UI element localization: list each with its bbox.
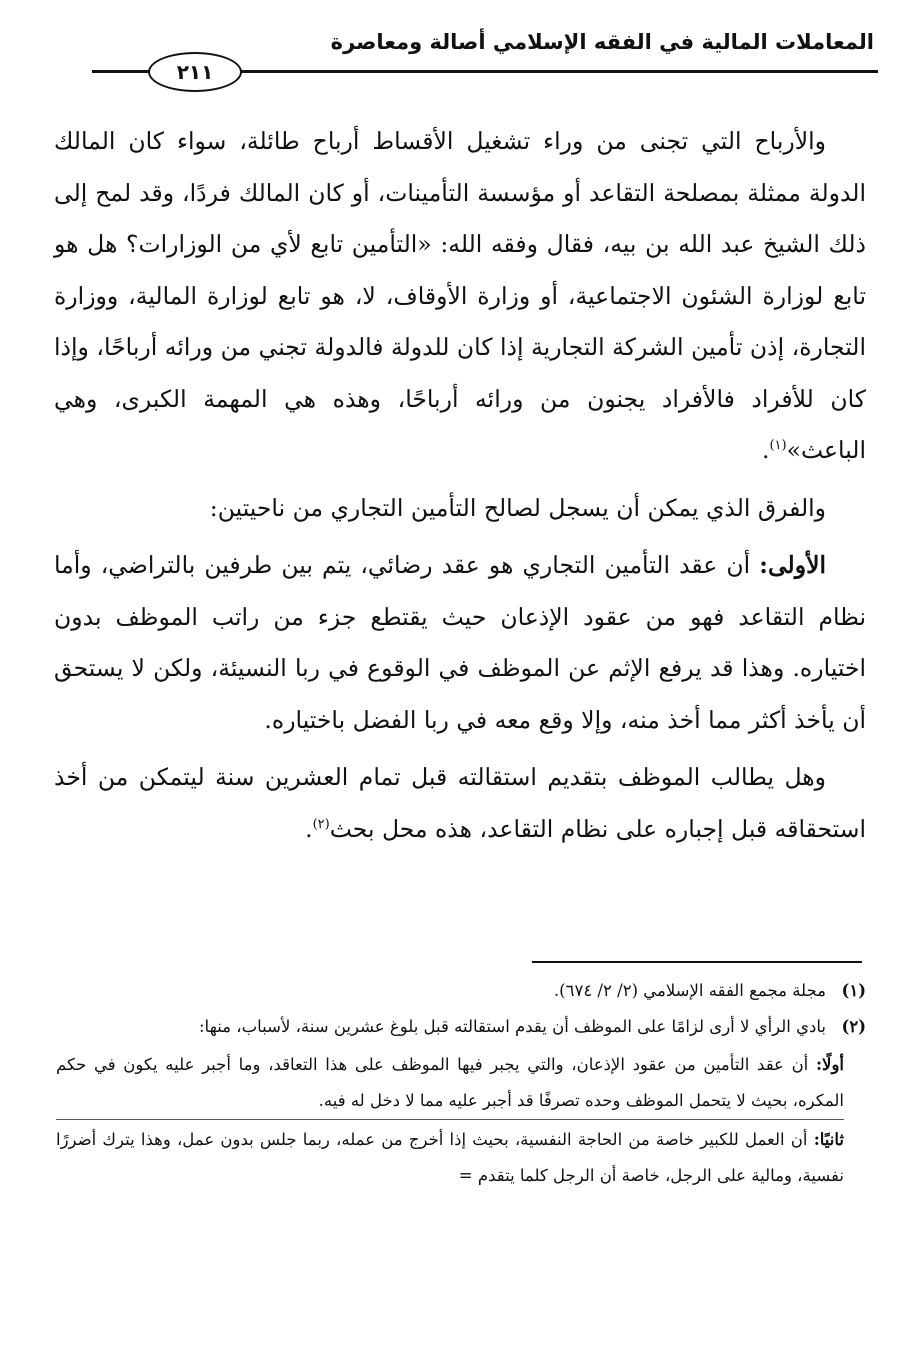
- paragraph-3-text: أن عقد التأمين التجاري هو عقد رضائي، يتم بين طرفين بالتراضي، وأما نظام التقاعد فهو من عقود الإذعان حيث يقتطع جزء من راتب الموظف بدون اختياره. وهذا قد يرفع الإثم عن الموظف في الوقوع في ربا النسيئة، ولكن لا يستحق أن يأخذ أكثر مما أخذ منه، وإلا وقع معه في ربا الفضل باختياره.: [54, 551, 866, 734]
- paragraph-4-text: وهل يطالب الموظف بتقديم استقالته قبل تمام العشرين سنة ليتمكن من أخذ استحقاقه قبل إجباره على نظام التقاعد، هذه محل بحث: [54, 763, 866, 843]
- paragraph-3-lead: الأولى:: [759, 551, 826, 579]
- paragraph-3: [54, 540, 866, 746]
- paragraph-1-end: .: [761, 436, 770, 464]
- footnote-2: [56, 1009, 866, 1045]
- footnote-1-text: مجلة مجمع الفقه الإسلامي (٢/ ٢/ ٦٧٤).: [553, 981, 826, 1000]
- footnote-separator: [532, 961, 862, 963]
- reason-first: [56, 1045, 844, 1119]
- reason-second-lead: ثانيًا:: [813, 1130, 844, 1149]
- footnote-1: [56, 973, 866, 1009]
- page-number: ٢١١: [148, 52, 242, 92]
- footnote-2-number: (٢): [841, 1017, 866, 1036]
- footnote-ref-1[interactable]: (١): [769, 438, 787, 454]
- footnote-1-number: (١): [841, 981, 866, 1000]
- paragraph-1: [54, 116, 866, 477]
- paragraph-4-end: .: [305, 814, 313, 843]
- main-text: [54, 116, 866, 855]
- footnote-2-text: بادي الرأي لا أرى لزامًا على الموظف أن يقدم استقالته قبل بلوغ عشرين سنة، لأسباب، منها:: [199, 1017, 826, 1036]
- paragraph-4: [54, 752, 866, 855]
- running-title: المعاملات المالية في الفقه الإسلامي أصالة ومعاصرة: [330, 30, 874, 54]
- paragraph-1-text: والأرباح التي تجنى من وراء تشغيل الأقساط أرباح طائلة، سواء كان المالك الدولة ممثلة بمصلحة التقاعد أو مؤسسة التأمينات، أو كان المالك فردًا، وقد لمح إلى ذلك الشيخ عبد الله بن بيه، فقال وفقه الله: «التأمين تابع لأي من الوزارات؟ هل هو تابع لوزارة الشئون الاجتماعية، أو وزارة الأوقاف، لا، هو تابع لوزارة المالية، ووزارة التجارة، إذن تأمين الشركة التجارية إذا كان للدولة فالدولة تجني من ورائه أرباحًا، وإذا كان للأفراد فالأفراد يجنون من ورائه أرباحًا، وهذه هي المهمة الكبرى، وهي الباعث»: [54, 127, 866, 464]
- reason-first-text: أن عقد التأمين من عقود الإذعان، والتي يجبر فيها الموظف على هذا التعاقد، وما أجبر عليه يكون في حكم المكره، بحيث لا يتحمل الموظف وحده تصرفًا قد أجبر عليه مما لا دخل له فيه.: [56, 1055, 844, 1110]
- reason-second-text: أن العمل للكبير خاصة من الحاجة النفسية، بحيث إذا أخرج من عمله، ربما جلس بدون عمل، وهذا يترك أضررًا نفسية، ومالية على الرجل، خاصة أن الرجل كلما يتقدم =: [56, 1130, 844, 1185]
- footnote-ref-2[interactable]: (٢): [312, 816, 330, 832]
- reason-first-lead: أولًا:: [815, 1055, 844, 1074]
- footnotes: [56, 973, 866, 1194]
- paragraph-2: والفرق الذي يمكن أن يسجل لصالح التأمين التجاري من ناحيتين:: [209, 493, 826, 522]
- reason-second: [56, 1119, 844, 1194]
- footnote-2-reasons: [56, 1045, 844, 1194]
